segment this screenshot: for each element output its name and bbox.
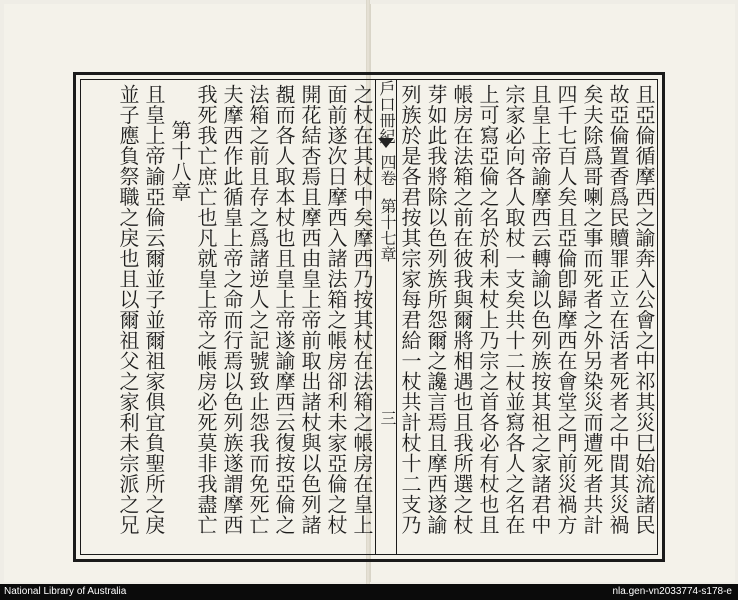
- text-column: 覩而各人取本杖也且皇上帝遂諭摩西云復按亞倫之: [272, 84, 296, 535]
- text-column: 開花結杏焉且摩西由皇上帝前取出諸杖與以色列諸: [298, 84, 322, 535]
- text-column: 芽如此我將除以色列族所怨爾之讒言焉且摩西遂諭: [424, 84, 448, 535]
- text-column: 上可寫亞倫之名於利未杖上乃宗之首各必有杖也且: [476, 84, 500, 535]
- text-column: 夫摩西作此循皇上帝之命而行焉以色列族遂謂摩西: [220, 84, 244, 535]
- text-column: 矣夫除爲哥喇之事而死者之外另染災而遭死者共計: [580, 84, 604, 535]
- library-name: National Library of Australia: [4, 586, 127, 597]
- text-column: 且亞倫循摩西之諭奔入公會之中祁其災巳始流諸民: [632, 84, 656, 535]
- text-column: 宗家必向各人取杖一支矣共十二杖並寫各人之名在: [502, 84, 526, 535]
- text-column: 帳房在法箱之前在彼我與爾將相遇也且我所選之杖: [450, 84, 474, 535]
- text-column: 列族於是各君按其宗家每君給一杖共計杖十二支乃: [398, 84, 422, 535]
- text-column: 且皇上帝諭亞倫云爾並子並爾祖家俱宜負聖所之戾: [142, 84, 166, 535]
- text-column: 故亞倫置香爲民贖罪正立在活者死者之中間其災禍: [606, 84, 630, 535]
- text-frame-inner: [80, 79, 658, 555]
- fold-page-number: 三: [378, 410, 397, 426]
- fold-title: 戶口冊紀: [377, 80, 396, 144]
- text-column: 並子應負祭職之戾也且以爾祖父之家利未宗派之兄: [116, 84, 140, 535]
- fold-column: [375, 80, 397, 554]
- library-footer: [0, 584, 738, 600]
- text-column: 且皇上帝諭摩西云轉諭以色列族按其祖之家諸君中: [528, 84, 552, 535]
- fold-volume: 四卷: [378, 154, 397, 186]
- fold-chapter: 第十七章: [378, 198, 397, 262]
- text-column: 法箱之前且存之爲諸逆人之記號致止怨我而免死亡: [246, 84, 270, 535]
- chapter-heading: 第十八章: [168, 120, 192, 202]
- library-id: nla.gen-vn2033774-s178-e: [612, 586, 732, 597]
- text-column: 四千七百人矣且亞倫卽歸摩西在會堂之門前災禍方: [554, 84, 578, 535]
- text-columns: [81, 80, 657, 554]
- text-column: 面前遂次日摩西入諸法箱之帳房卻利未家亞倫之杖: [324, 84, 348, 535]
- text-column: 我死我亡庶亡也凡就皇上帝之帳房必死莫非我盡亡: [194, 84, 218, 535]
- text-column: 之杖在其杖中矣摩西乃按其杖在法箱之帳房在皇上: [350, 84, 374, 535]
- fish-tail-mark-icon: [378, 138, 394, 148]
